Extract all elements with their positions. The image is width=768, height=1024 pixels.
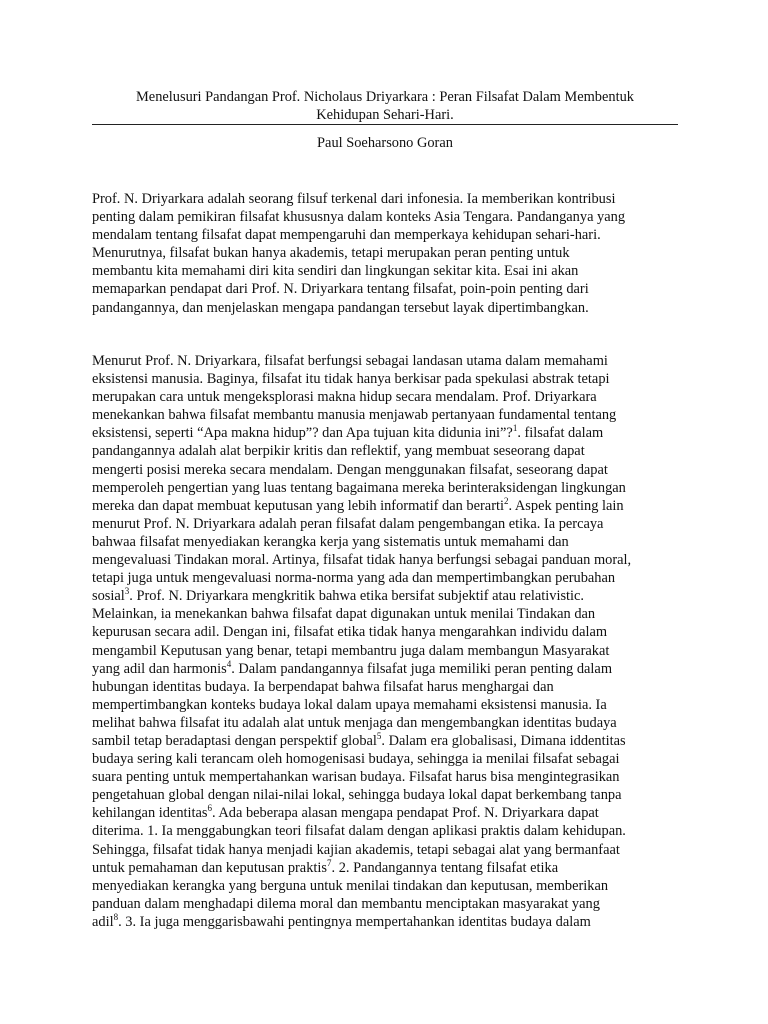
title-line-1: Menelusuri Pandangan Prof. Nicholaus Driyarkara : Peran Filsafat Dalam Membentuk: [136, 89, 634, 105]
line-text: panduan dalam menghadapi dilema moral dan membantu menciptakan masyarakat yang: [92, 895, 600, 912]
line-text-continued: . filsafat dalam: [517, 425, 604, 442]
line-text: hubungan identitas budaya. Ia berpendapat bahwa filsafat harus menghargai dan: [92, 678, 554, 695]
line-text-continued: . Dalam era globalisasi, Dimana iddentitas: [381, 732, 626, 749]
line-text-continued: . Prof. N. Driyarkara mengkritik bahwa etika bersifat subjektif atau relativistic.: [129, 588, 585, 605]
paragraph-body-line: [92, 678, 692, 696]
footnote-marker: 1: [512, 423, 518, 434]
line-text: eksistensi, seperti “Apa makna hidup”? dan Apa tujuan kita didunia ini”?: [92, 425, 513, 442]
paragraph-intro-line: membantu kita memahami diri kita sendiri dan lingkungan sekitar kita. Esai ini akan: [92, 263, 579, 280]
line-text: kepurusan secara adil. Dengan ini, filsafat etika tidak hanya mengarahkan individu dalam: [92, 624, 608, 641]
footnote-marker: 6: [207, 803, 212, 814]
line-text: budaya sering kali terancam oleh homogenisasi budaya, sehingga ia menilai filsafat sebagai: [92, 751, 620, 768]
line-text-continued: . Aspek penting lain: [508, 497, 624, 514]
line-text: sosial: [92, 588, 125, 605]
paragraph-body-line: [92, 750, 692, 768]
line-text: eksistensi manusia. Baginya, filsafat itu tidak hanya berkisar pada spekulasi abstrak tetapi: [92, 371, 610, 388]
footnote-marker: 2: [503, 495, 509, 506]
paragraph-intro-line: Prof. N. Driyarkara adalah seorang filsuf terkenal dari infonesia. Ia memberikan kontribusi: [92, 191, 616, 207]
paragraph-body-line: [92, 696, 692, 714]
paragraph-body-line: [92, 497, 692, 515]
line-text: untuk pemahaman dan keputusan praktis: [92, 859, 327, 876]
paragraph-body-line: [92, 515, 692, 533]
paragraph-body-line: [92, 841, 692, 859]
paragraph-body-line: [92, 660, 692, 678]
paragraph-body-line: [92, 877, 692, 895]
paragraph-body-line: [92, 533, 692, 551]
line-text: menyediakan kerangka yang berguna untuk menilai tindakan dan keputusan, memberikan: [92, 877, 609, 894]
paragraph-body-line: [92, 569, 692, 587]
paragraph-body-line: [92, 732, 692, 750]
line-text: menurut Prof. N. Driyarkara adalah peran filsafat dalam pengembangan etika. Ia percaya: [92, 515, 604, 532]
paragraph-body-line: [92, 804, 692, 822]
paragraph-body-line: [92, 786, 692, 804]
line-text: melihat bahwa filsafat itu adalah alat untuk menjaga dan mengembangkan identitas budaya: [92, 714, 617, 731]
line-text: sambil tetap beradaptasi dengan perspektif global: [92, 732, 377, 749]
footnote-marker: 3: [124, 586, 130, 597]
paragraph-intro-line: memaparkan pendapat dari Prof. N. Driyarkara tentang filsafat, poin-poin penting dari: [92, 281, 589, 298]
paragraph-body-line: [92, 388, 692, 406]
line-text-continued: . 2. Pandangannya tentang filsafat etika: [331, 859, 559, 876]
line-text: bahwaa filsafat menyediakan kerangka kerja yang sistematis untuk memahami dan: [92, 533, 569, 550]
author-name: Paul Soeharsono Goran: [317, 135, 453, 151]
footnote-marker: 4: [226, 658, 232, 669]
paragraph-body-line: [92, 551, 692, 569]
line-text-continued: . Dalam pandangannya filsafat juga memiliki peran penting dalam: [231, 660, 613, 677]
title-divider: [92, 124, 678, 125]
footnote-marker: 5: [376, 731, 382, 742]
line-text: diterima. 1. Ia menggabungkan teori filsafat dalam dengan aplikasi praktis dalam kehidupan.: [92, 823, 626, 840]
paragraph-body-line: [92, 370, 692, 388]
line-text: yang adil dan harmonis: [92, 660, 227, 677]
paragraph-body-line: [92, 424, 692, 442]
line-text: mereka dan dapat membuat keputusan yang lebih informatif dan berarti: [92, 497, 504, 514]
paragraph-body-line: [92, 822, 692, 840]
line-text: pandangannya adalah alat berpikir kritis dan reflektif, yang membuat seseorang dapat: [92, 443, 585, 460]
paragraph-body-line: [92, 768, 692, 786]
line-text: mengambil Keputusan yang benar, tetapi membantru juga dalam membangun Masyarakat: [92, 642, 610, 659]
paragraph-body-line: [92, 895, 692, 913]
line-text: menekankan bahwa filsafat membantu manusia menjawab pertanyaan fundamental tentang: [92, 407, 617, 424]
line-text: adil: [92, 913, 114, 930]
paragraph-body-line: [92, 479, 692, 497]
footnote-marker: 7: [327, 857, 332, 868]
paragraph-body-line: [92, 461, 692, 479]
paragraph-body-line: [92, 714, 692, 732]
paragraph-intro: [92, 190, 692, 317]
paragraph-body-line: [92, 913, 692, 931]
line-text-continued: . 3. Ia juga menggarisbawahi pentingnya mempertahankan identitas budaya dalam: [118, 913, 591, 930]
paragraph-intro-line: penting dalam pemikiran filsafat khususnya dalam konteks Asia Tengara. Pandanganya yang: [92, 209, 626, 226]
paragraph-body-line: [92, 859, 692, 877]
line-text: mempertimbangkan konteks budaya lokal dalam upaya memahami eksistensi manusia. Ia: [92, 696, 607, 713]
line-text: pengetahuan global dengan nilai-nilai lokal, sehingga budaya lokal dapat berkembang tanpa: [92, 787, 622, 804]
line-text: merupakan cara untuk mengeksplorasi makna hidup secara mendalam. Prof. Driyarkara: [92, 389, 597, 406]
line-text: suara penting untuk mempertahankan warisan budaya. Filsafat harus bisa mengintegrasikan: [92, 769, 620, 786]
line-text: Menurut Prof. N. Driyarkara, filsafat berfungsi sebagai landasan utama dalam memahami: [92, 353, 608, 369]
paragraph-body-line: [92, 442, 692, 460]
paragraph-body-line: [92, 587, 692, 605]
line-text: Sehingga, filsafat tidak hanya menjadi kajian akademis, tetapi sebagai alat yang bermanfaat: [92, 841, 620, 858]
line-text: mengerti posisi mereka secara mendalam. Dengan menggunakan filsafat, seseorang dapat: [92, 461, 608, 478]
footnote-marker: 8: [113, 912, 119, 923]
paragraph-body-line: [92, 623, 692, 641]
line-text: tetapi juga untuk mengevaluasi norma-norma yang ada dan mempertimbangkan perubahan: [92, 570, 616, 587]
paragraph-intro-line: pandangannya, dan menjelaskan mengapa pandangan tersebut layak dipertimbangkan.: [92, 299, 589, 316]
line-text: kehilangan identitas: [92, 805, 208, 822]
document-title: [92, 88, 678, 124]
paragraph-body-line: [92, 605, 692, 623]
paragraph-intro-line: mendalam tentang filsafat dapat mempengaruhi dan memperkaya kehidupan sehari-hari.: [92, 227, 601, 244]
paragraph-intro-line: Menurutnya, filsafat bukan hanya akademis, tetapi merupakan peran penting untuk: [92, 245, 570, 262]
title-line-2: Kehidupan Sehari-Hari.: [316, 107, 454, 123]
line-text: Melainkan, ia menekankan bahwa filsafat dapat digunakan untuk menilai Tindakan dan: [92, 606, 596, 623]
paragraph-body-line: [92, 406, 692, 424]
paragraph-body-line: [92, 642, 692, 660]
paragraph-body-line: [92, 352, 692, 370]
paragraph-body: [92, 352, 692, 931]
line-text-continued: . Ada beberapa alasan mengapa pendapat Prof. N. Driyarkara dapat: [212, 805, 599, 822]
line-text: mengevaluasi Tindakan moral. Artinya, filsafat tidak hanya berfungsi sebagai panduan moral,: [92, 552, 632, 569]
line-text: memperoleh pengertian yang luas tentang bagaimana mereka berinteraksidengan lingkungan: [92, 479, 626, 496]
